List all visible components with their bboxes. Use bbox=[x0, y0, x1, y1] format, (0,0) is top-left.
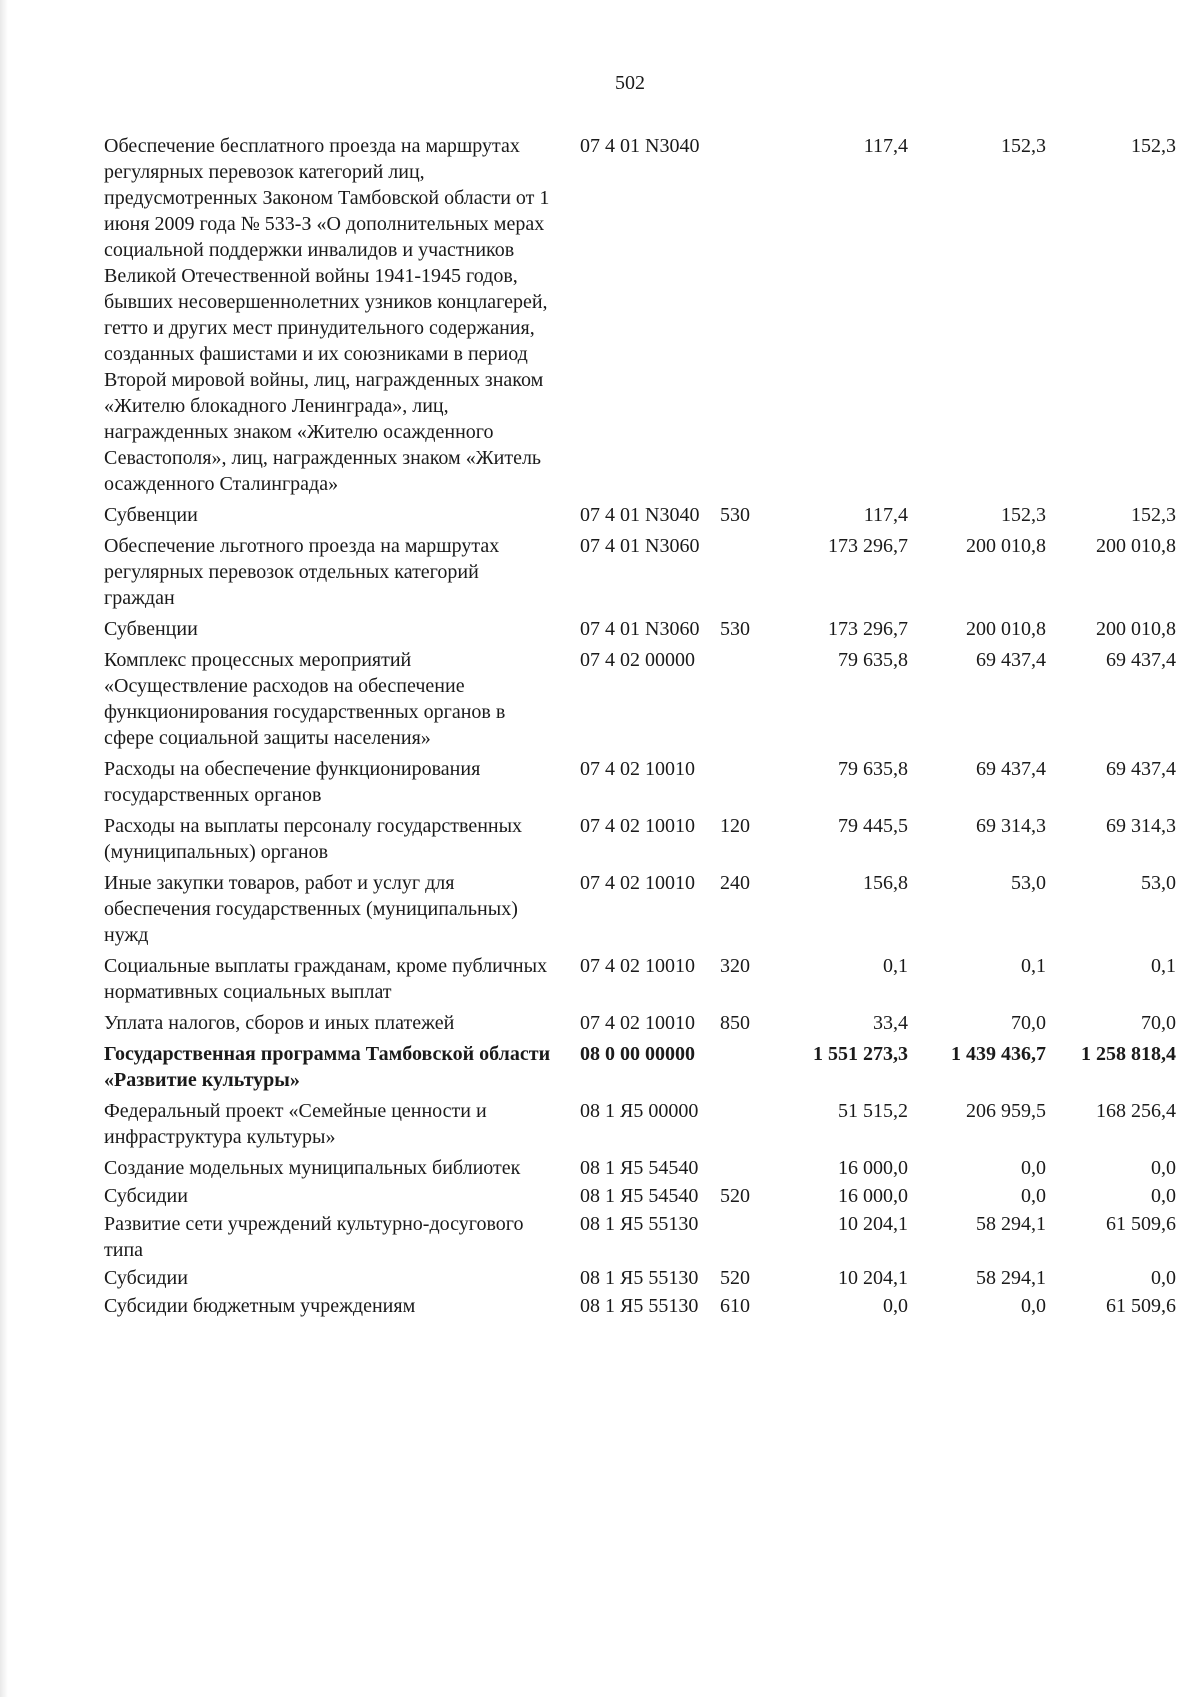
row-name: Расходы на обеспечение функционирования государственных органов bbox=[104, 758, 481, 806]
row-target-code: 08 1 Я5 55130 bbox=[580, 1267, 699, 1289]
row-value-year-3: 69 437,4 bbox=[1106, 758, 1176, 780]
row-name: Государственная программа Тамбовской области «Развитие культуры» bbox=[104, 1043, 551, 1091]
row-target-code: 08 1 Я5 55130 bbox=[580, 1295, 699, 1317]
page-number: 502 bbox=[615, 72, 645, 94]
row-target-code: 07 4 01 N3040 bbox=[580, 135, 700, 157]
table-row bbox=[104, 616, 1176, 647]
row-expense-type bbox=[720, 133, 778, 502]
row-value-year-2: 53,0 bbox=[1011, 872, 1046, 894]
table-row bbox=[104, 813, 1176, 870]
row-value-year-2: 152,3 bbox=[1001, 504, 1046, 526]
table-row bbox=[104, 502, 1176, 533]
row-name: Комплекс процессных мероприятий «Осуществление расходов на обеспечение функционирования государственных органов в сфере социальной защиты населения» bbox=[104, 649, 506, 749]
row-value-year-2: 70,0 bbox=[1011, 1012, 1046, 1034]
row-value-year-1: 117,4 bbox=[863, 135, 908, 157]
row-value-year-1: 0,1 bbox=[883, 955, 908, 977]
row-value-year-1: 173 296,7 bbox=[828, 618, 908, 640]
row-value-year-2: 1 439 436,7 bbox=[951, 1043, 1046, 1065]
row-name: Субвенции bbox=[104, 504, 198, 526]
table-row bbox=[104, 533, 1176, 616]
row-value-year-2: 0,0 bbox=[1021, 1185, 1046, 1207]
row-target-code: 08 1 Я5 55130 bbox=[580, 1213, 699, 1235]
row-value-year-1: 79 635,8 bbox=[838, 649, 908, 671]
row-target-code: 07 4 01 N3060 bbox=[580, 535, 700, 557]
row-value-year-3: 69 314,3 bbox=[1106, 815, 1176, 837]
row-target-code: 07 4 02 10010 bbox=[580, 955, 695, 977]
row-name: Обеспечение льготного проезда на маршрутах регулярных перевозок отдельных категорий граждан bbox=[104, 535, 500, 609]
row-expense-type: 520 bbox=[720, 1185, 750, 1207]
row-value-year-3: 0,0 bbox=[1151, 1157, 1176, 1179]
row-value-year-3: 61 509,6 bbox=[1106, 1295, 1176, 1317]
row-target-code: 07 4 02 10010 bbox=[580, 815, 695, 837]
row-expense-type: 850 bbox=[720, 1012, 750, 1034]
row-expense-type bbox=[720, 533, 778, 616]
row-value-year-1: 117,4 bbox=[863, 504, 908, 526]
row-value-year-3: 200 010,8 bbox=[1096, 535, 1176, 557]
row-expense-type: 530 bbox=[720, 504, 750, 526]
row-expense-type: 120 bbox=[720, 815, 750, 837]
row-name: Уплата налогов, сборов и иных платежей bbox=[104, 1012, 455, 1034]
row-name: Иные закупки товаров, работ и услуг для обеспечения государственных (муниципальных) нужд bbox=[104, 872, 518, 946]
row-target-code: 08 1 Я5 00000 bbox=[580, 1100, 699, 1122]
row-expense-type: 610 bbox=[720, 1295, 750, 1317]
row-expense-type: 320 bbox=[720, 955, 750, 977]
row-value-year-1: 16 000,0 bbox=[838, 1157, 908, 1179]
row-value-year-3: 0,0 bbox=[1151, 1267, 1176, 1289]
row-value-year-2: 69 314,3 bbox=[976, 815, 1046, 837]
row-name: Развитие сети учреждений культурно-досугового типа bbox=[104, 1213, 524, 1261]
row-value-year-2: 152,3 bbox=[1001, 135, 1046, 157]
row-expense-type: 520 bbox=[720, 1267, 750, 1289]
row-value-year-3: 70,0 bbox=[1141, 1012, 1176, 1034]
row-name: Субвенции bbox=[104, 618, 198, 640]
row-target-code: 07 4 02 10010 bbox=[580, 1012, 695, 1034]
table-row bbox=[104, 1098, 1176, 1155]
row-name: Субсидии bbox=[104, 1185, 188, 1207]
row-value-year-2: 206 959,5 bbox=[966, 1100, 1046, 1122]
row-value-year-2: 200 010,8 bbox=[966, 535, 1046, 557]
row-value-year-1: 16 000,0 bbox=[838, 1185, 908, 1207]
row-value-year-3: 0,0 bbox=[1151, 1185, 1176, 1207]
row-value-year-2: 69 437,4 bbox=[976, 758, 1046, 780]
row-expense-type: 240 bbox=[720, 872, 750, 894]
row-expense-type bbox=[720, 1155, 778, 1183]
row-name: Субсидии бюджетным учреждениям bbox=[104, 1295, 416, 1317]
row-value-year-1: 156,8 bbox=[863, 872, 908, 894]
row-expense-type bbox=[720, 1211, 778, 1265]
table-row bbox=[104, 647, 1176, 756]
row-value-year-2: 200 010,8 bbox=[966, 618, 1046, 640]
row-value-year-1: 1 551 273,3 bbox=[813, 1043, 908, 1065]
row-expense-type bbox=[720, 756, 778, 813]
row-expense-type: 530 bbox=[720, 618, 750, 640]
row-value-year-3: 152,3 bbox=[1131, 504, 1176, 526]
row-target-code: 07 4 01 N3060 bbox=[580, 618, 700, 640]
table-row bbox=[104, 1155, 1176, 1183]
table-row bbox=[104, 1293, 1176, 1321]
row-value-year-1: 51 515,2 bbox=[838, 1100, 908, 1122]
table-row bbox=[104, 953, 1176, 1010]
row-value-year-2: 58 294,1 bbox=[976, 1267, 1046, 1289]
row-name: Обеспечение бесплатного проезда на маршрутах регулярных перевозок категорий лиц, предусмотренных Законом Тамбовской области от 1 июня 2009 года № 533-З «О дополнительных мерах социальной поддержки инвалидов и участников Великой Отечественной войны 1941-1945 годов, бывших несовершеннолетних узников концлагерей, гетто и других мест принудительного содержания, созданных фашистами и их союзниками в период Второй мировой войны, лиц, награжденных знаком «Жителю блокадного Ленинграда», лиц, награжденных знаком «Жителю осажденного Севастополя», лиц, награжденных знаком «Житель осажденного Сталинграда» bbox=[104, 135, 550, 495]
row-value-year-3: 53,0 bbox=[1141, 872, 1176, 894]
table-row bbox=[104, 1041, 1176, 1098]
row-value-year-2: 0,1 bbox=[1021, 955, 1046, 977]
row-value-year-3: 61 509,6 bbox=[1106, 1213, 1176, 1235]
table-row bbox=[104, 756, 1176, 813]
row-value-year-2: 0,0 bbox=[1021, 1295, 1046, 1317]
row-name: Социальные выплаты гражданам, кроме публичных нормативных социальных выплат bbox=[104, 955, 548, 1003]
table-row bbox=[104, 1010, 1176, 1041]
row-expense-type bbox=[720, 1098, 778, 1155]
row-value-year-1: 33,4 bbox=[873, 1012, 908, 1034]
row-value-year-1: 79 445,5 bbox=[838, 815, 908, 837]
row-value-year-3: 69 437,4 bbox=[1106, 649, 1176, 671]
row-name: Федеральный проект «Семейные ценности и инфраструктура культуры» bbox=[104, 1100, 487, 1148]
row-value-year-2: 69 437,4 bbox=[976, 649, 1046, 671]
row-value-year-3: 0,1 bbox=[1151, 955, 1176, 977]
row-target-code: 08 0 00 00000 bbox=[580, 1043, 695, 1065]
table-row bbox=[104, 870, 1176, 953]
row-value-year-3: 1 258 818,4 bbox=[1081, 1043, 1176, 1065]
row-value-year-3: 168 256,4 bbox=[1096, 1100, 1176, 1122]
table-row bbox=[104, 1211, 1176, 1265]
budget-table-body bbox=[104, 133, 1176, 1321]
row-target-code: 07 4 02 00000 bbox=[580, 649, 695, 671]
row-value-year-3: 200 010,8 bbox=[1096, 618, 1176, 640]
table-row bbox=[104, 133, 1176, 502]
row-value-year-3: 152,3 bbox=[1131, 135, 1176, 157]
row-target-code: 07 4 02 10010 bbox=[580, 758, 695, 780]
row-name: Создание модельных муниципальных библиотек bbox=[104, 1157, 521, 1179]
row-value-year-1: 79 635,8 bbox=[838, 758, 908, 780]
table-row bbox=[104, 1183, 1176, 1211]
table-row bbox=[104, 1265, 1176, 1293]
row-value-year-2: 0,0 bbox=[1021, 1157, 1046, 1179]
row-name: Расходы на выплаты персоналу государственных (муниципальных) органов bbox=[104, 815, 523, 863]
row-value-year-1: 10 204,1 bbox=[838, 1267, 908, 1289]
row-target-code: 07 4 02 10010 bbox=[580, 872, 695, 894]
row-name: Субсидии bbox=[104, 1267, 188, 1289]
row-value-year-2: 58 294,1 bbox=[976, 1213, 1046, 1235]
scan-edge bbox=[0, 0, 8, 1697]
row-expense-type bbox=[720, 1041, 778, 1098]
row-value-year-1: 173 296,7 bbox=[828, 535, 908, 557]
row-target-code: 07 4 01 N3040 bbox=[580, 504, 700, 526]
row-target-code: 08 1 Я5 54540 bbox=[580, 1185, 699, 1207]
budget-table bbox=[104, 133, 1176, 1321]
row-value-year-1: 10 204,1 bbox=[838, 1213, 908, 1235]
row-value-year-1: 0,0 bbox=[883, 1295, 908, 1317]
row-target-code: 08 1 Я5 54540 bbox=[580, 1157, 699, 1179]
row-expense-type bbox=[720, 647, 778, 756]
